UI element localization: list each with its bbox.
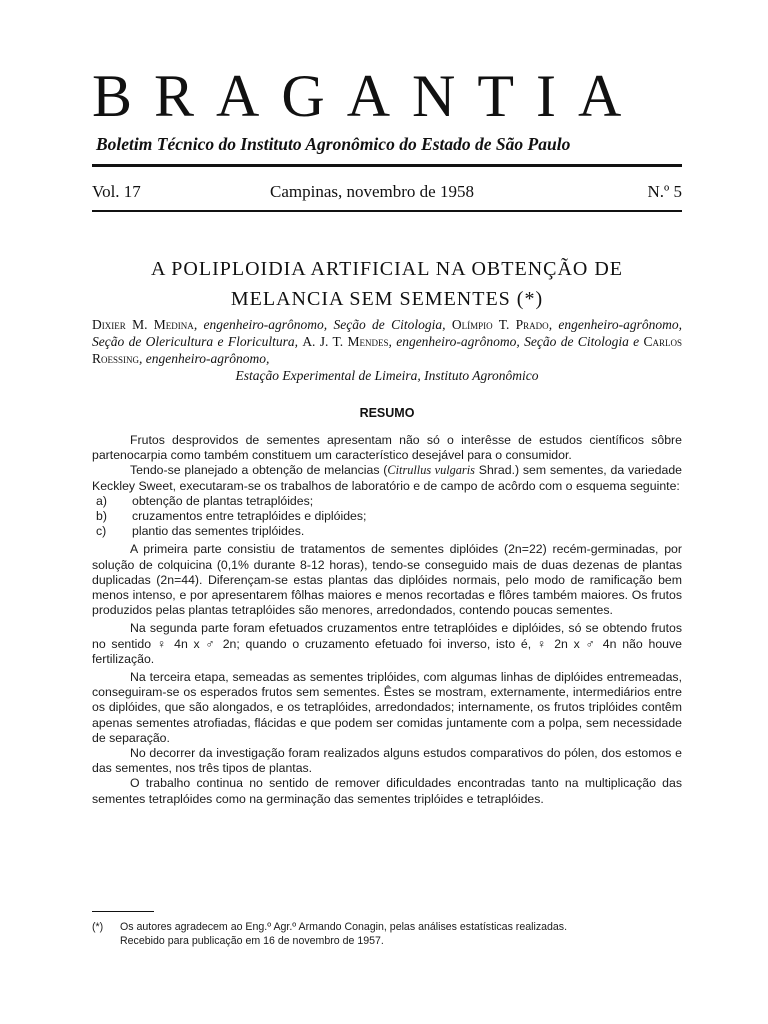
author-affiliation: , engenheiro-agrônomo, Seção de Citologia e bbox=[388, 334, 644, 349]
list-item bbox=[92, 494, 682, 509]
footnote-text: Recebido para publicação em 16 de novembro de 1957. bbox=[120, 934, 384, 947]
abstract-paragraph: A primeira parte consistiu de tratamentos de sementes diplóides (2n=22) recém-germinadas, por solução de colquicina (0,1% durante 8-12 horas), tendo-se conseguido mais de duas dezenas de plantas duplicadas (2n=44). Diferençam-se estas plantas das diplóides normais, pelo modo de ramificação bem menos intenso, e por apresentarem fôlhas maiores e menos recortadas e flôres também maiores. Os frutos produzidos pelas plantas tetraplóides são menores, arredondados, contendo poucas sementes. bbox=[92, 542, 682, 618]
author-institution: Estação Experimental de Limeira, Instituto Agronômico bbox=[235, 368, 539, 383]
abstract-paragraph: No decorrer da investigação foram realizados alguns estudos comparativos do pólen, dos estomos e das sementes, nos três tipos de plantas. bbox=[92, 746, 682, 776]
author-name: Dixier M. Medina bbox=[92, 317, 194, 332]
article-title-line1: A POLIPLOIDIA ARTIFICIAL NA OBTENÇÃO DE bbox=[150, 258, 624, 280]
list-text: cruzamentos entre tetraplóides e diplóides; bbox=[132, 509, 367, 524]
abstract-paragraph: O trabalho continua no sentido de remover dificuldades encontradas tanto na multiplicação das sementes tetraplóides como na germinação das sementes triplóides e tetraplóides. bbox=[92, 776, 682, 806]
abstract-paragraph: Na segunda parte foram efetuados cruzamentos entre tetraplóides e diplóides, só se obtendo frutos no sentido ♀ 4n x ♂ 2n; quando o cruzamento efetuado foi inverso, isto é, ♀ 2n x ♂ 4n não houve fertilização. bbox=[92, 621, 682, 666]
abstract-paragraph: Frutos desprovidos de sementes apresentam não só o interêsse de estudos científicos sôbre partenocarpia como também constituem um característico desejável para o consumidor. bbox=[92, 433, 682, 463]
abstract-paragraph: Na terceira etapa, semeadas as sementes triplóides, com algumas linhas de diplóides entremeadas, conseguiram-se os esperados frutos sem sementes. Êstes se mostram, externamente, intermediários entre os diplóides, que são alongados, e os tetraplóides, arredondados; internamente, os frutos triplóides contêm apenas sementes atrofiadas, flácidas e que podem ser comidas juntamente com a polpa, sem necessidade de separação. bbox=[92, 670, 682, 745]
article-title bbox=[92, 254, 682, 314]
author-affiliation: , engenheiro-agrônomo, Seção de Citologia, bbox=[193, 317, 452, 332]
list-marker: a) bbox=[96, 493, 107, 508]
issue-line bbox=[92, 182, 682, 202]
place-date: Campinas, novembro de 1958 bbox=[270, 182, 474, 201]
author-affiliation: , engenheiro-agrônomo, Seção de Olericultura e Floricultura, bbox=[92, 317, 683, 349]
journal-subtitle: Boletim Técnico do Instituto Agronômico do Estado de São Paulo bbox=[96, 134, 571, 154]
article-title-line2: MELANCIA SEM SEMENTES (*) bbox=[230, 288, 544, 310]
masthead-rule-bottom bbox=[92, 210, 682, 212]
footnote-rule bbox=[92, 911, 154, 912]
masthead-rule-top bbox=[92, 164, 682, 167]
list-text: obtenção de plantas tetraplóides; bbox=[132, 493, 314, 508]
list-item bbox=[92, 509, 682, 524]
footnote bbox=[92, 921, 682, 948]
author-block bbox=[92, 316, 682, 384]
issue-number: N.º 5 bbox=[647, 182, 682, 201]
author-name: Carlos Roessing bbox=[92, 334, 683, 366]
abstract-body bbox=[92, 433, 682, 807]
list-text: plantio das sementes triplóides. bbox=[132, 524, 305, 539]
author-name: A. J. T. Mendes bbox=[302, 334, 389, 349]
text-run: Shrad.) sem sementes, da variedade Keckley Sweet, executaram-se os trabalhos de laboratório e de campo de acôrdo com o esquema seguinte: bbox=[92, 463, 682, 493]
list-item bbox=[92, 524, 682, 539]
abstract-paragraph bbox=[92, 463, 682, 493]
list-marker: b) bbox=[96, 509, 107, 524]
list-marker: c) bbox=[96, 524, 107, 539]
author-affiliation: , engenheiro-agrônomo, bbox=[139, 351, 270, 366]
text-run: Tendo-se planejado a obtenção de melancias ( bbox=[130, 463, 388, 478]
scheme-list bbox=[92, 494, 682, 540]
volume-label: Vol. 17 bbox=[92, 182, 141, 201]
footnote-marker: (*) bbox=[92, 921, 104, 933]
section-heading: RESUMO bbox=[359, 406, 415, 420]
footnote-text: Os autores agradecem ao Eng.º Agr.º Armando Conagin, pelas análises estatísticas realizadas. bbox=[120, 921, 568, 933]
journal-name: BRAGANTIA bbox=[92, 63, 644, 129]
author-name: Olímpio T. Prado bbox=[451, 317, 549, 332]
species-name: Citrullus vulgaris bbox=[387, 463, 475, 478]
